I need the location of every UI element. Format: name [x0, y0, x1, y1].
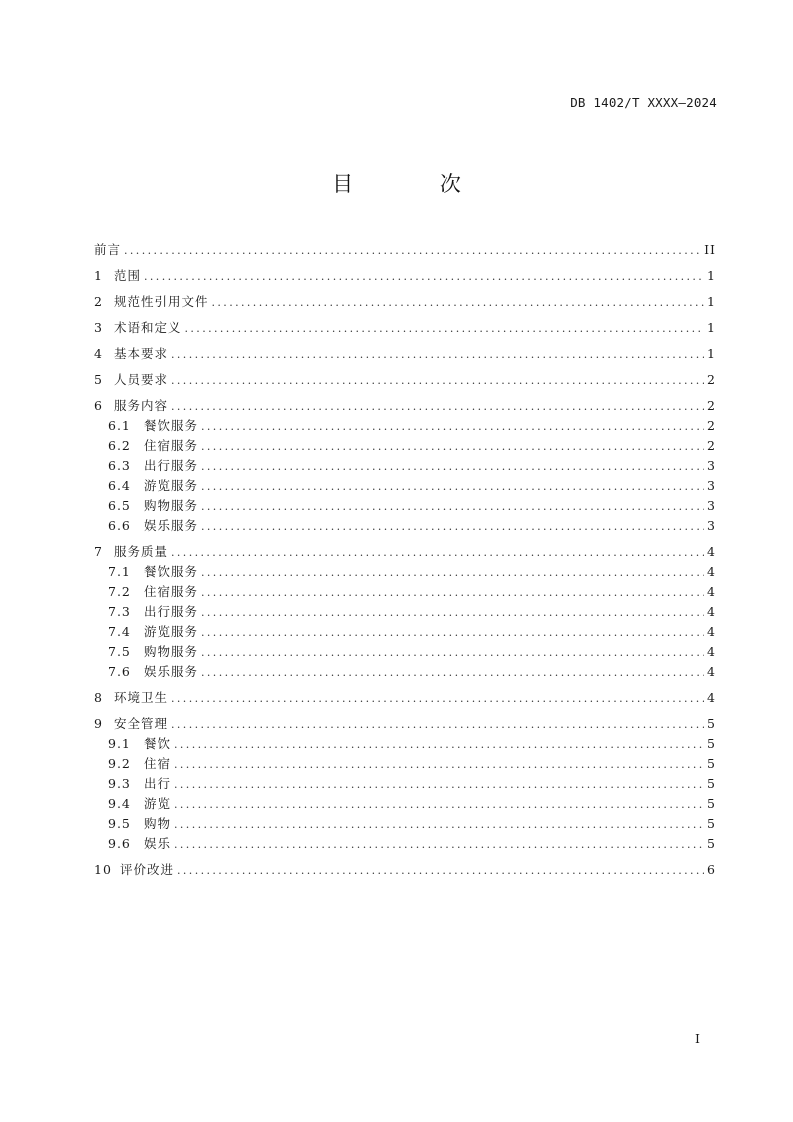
toc-entry-number: 9.3	[108, 776, 131, 791]
toc-entry-label: 购物	[144, 816, 172, 831]
toc-entry-number: 7.4	[108, 624, 131, 639]
toc-entry-page: 5	[707, 756, 716, 771]
toc-entry-page: 3	[707, 478, 716, 493]
toc-entry-label: 购物服务	[144, 498, 199, 513]
toc-subentry[interactable]	[94, 734, 716, 754]
toc-entry-number: 7.6	[108, 664, 131, 679]
dot-leader	[177, 861, 704, 881]
toc-entry-label: 餐饮	[144, 736, 172, 751]
toc-entry-label: 范围	[114, 268, 142, 283]
dot-leader	[201, 663, 704, 683]
toc-entry-number: 9.1	[108, 736, 131, 751]
footer-page-number: I	[695, 1031, 700, 1046]
toc-entry-number: 9	[94, 716, 103, 731]
toc-entry-page: 1	[707, 346, 716, 361]
toc-entry-number: 9.2	[108, 756, 131, 771]
toc-entry[interactable]	[94, 688, 716, 708]
toc-entry-page: 5	[707, 796, 716, 811]
toc-entry-number: 6.1	[108, 418, 131, 433]
toc-entry-label: 服务内容	[114, 398, 169, 413]
toc-subentry[interactable]	[94, 774, 716, 794]
dot-leader	[171, 371, 704, 391]
toc-entry-number: 7	[94, 544, 103, 559]
toc-entry-label: 环境卫生	[114, 690, 169, 705]
toc-subentry[interactable]	[94, 582, 716, 602]
toc-entry-page: 2	[707, 372, 716, 387]
toc-entry-page: 3	[707, 518, 716, 533]
toc-entry[interactable]	[94, 714, 716, 734]
toc-entry[interactable]	[94, 266, 716, 286]
dot-leader	[174, 835, 704, 855]
toc-entry-page: 3	[707, 458, 716, 473]
dot-leader	[212, 293, 705, 313]
dot-leader	[124, 241, 701, 261]
toc-entry-number: 4	[94, 346, 103, 361]
toc-entry-number: 10	[94, 862, 112, 877]
dot-leader	[201, 563, 704, 583]
toc-entry-label: 基本要求	[114, 346, 169, 361]
toc-entry-label: 前言	[94, 242, 122, 257]
toc-entry-page: II	[704, 242, 716, 257]
toc-entry-page: 5	[707, 836, 716, 851]
dot-leader	[201, 517, 704, 537]
toc-entry-page: 4	[707, 690, 716, 705]
toc-entry-page: 1	[707, 294, 716, 309]
toc-entry-label: 娱乐服务	[144, 664, 199, 679]
toc-entry-label: 出行服务	[144, 604, 199, 619]
toc-entry-page: 4	[707, 604, 716, 619]
toc-subentry[interactable]	[94, 754, 716, 774]
document-code: DB 1402/T XXXX—2024	[570, 95, 717, 110]
toc-subentry[interactable]	[94, 662, 716, 682]
dot-leader	[174, 795, 704, 815]
toc-entry-number: 3	[94, 320, 103, 335]
toc-entry-label: 术语和定义	[114, 320, 182, 335]
toc-entry-label: 出行服务	[144, 458, 199, 473]
toc-entry-page: 5	[707, 736, 716, 751]
toc-entry-label: 安全管理	[114, 716, 169, 731]
toc-subentry[interactable]	[94, 834, 716, 854]
toc-subentry[interactable]	[94, 476, 716, 496]
toc-entry-page: 4	[707, 584, 716, 599]
toc-entry-page: 4	[707, 624, 716, 639]
toc-entry-page: 5	[707, 716, 716, 731]
toc-entry-label: 评价改进	[120, 862, 175, 877]
toc-entry-label: 游览服务	[144, 478, 199, 493]
toc-entry[interactable]	[94, 292, 716, 312]
toc-entry-number: 6.5	[108, 498, 131, 513]
toc-entry-page: 2	[707, 418, 716, 433]
dot-leader	[201, 417, 704, 437]
toc-entry-label: 服务质量	[114, 544, 169, 559]
dot-leader	[171, 689, 704, 709]
dot-leader	[174, 735, 704, 755]
toc-entry-label: 人员要求	[114, 372, 169, 387]
toc-subentry[interactable]	[94, 436, 716, 456]
toc-subentry[interactable]	[94, 562, 716, 582]
toc-entry-page: 4	[707, 644, 716, 659]
toc-entry-page: 6	[707, 862, 716, 877]
toc-entry-number: 7.2	[108, 584, 131, 599]
toc-entry-page: 1	[707, 320, 716, 335]
toc-entry[interactable]	[94, 240, 716, 260]
toc-entry[interactable]	[94, 860, 716, 880]
dot-leader	[171, 715, 704, 735]
dot-leader	[201, 457, 704, 477]
toc-subentry[interactable]	[94, 794, 716, 814]
toc-entry-number: 6	[94, 398, 103, 413]
toc-entry-number: 6.3	[108, 458, 131, 473]
toc-entry[interactable]	[94, 396, 716, 416]
toc-subentry[interactable]	[94, 622, 716, 642]
toc-entry-number: 6.4	[108, 478, 131, 493]
toc-subentry[interactable]	[94, 516, 716, 536]
dot-leader	[201, 477, 704, 497]
dot-leader	[201, 437, 704, 457]
toc-entry-page: 5	[707, 776, 716, 791]
toc-entry-page: 4	[707, 564, 716, 579]
toc-entry-number: 2	[94, 294, 103, 309]
toc-entry-page: 5	[707, 816, 716, 831]
toc-entry-label: 餐饮服务	[144, 418, 199, 433]
toc-entry-number: 7.5	[108, 644, 131, 659]
toc-entry-label: 住宿服务	[144, 438, 199, 453]
toc-entry-page: 4	[707, 664, 716, 679]
toc-entry-number: 7.1	[108, 564, 131, 579]
toc-entry-label: 餐饮服务	[144, 564, 199, 579]
toc-subentry[interactable]	[94, 496, 716, 516]
toc-entry-label: 住宿服务	[144, 584, 199, 599]
toc-subentry[interactable]	[94, 416, 716, 436]
toc-entry-label: 娱乐服务	[144, 518, 199, 533]
toc-entry-number: 6.2	[108, 438, 131, 453]
toc-entry-number: 6.6	[108, 518, 131, 533]
toc-entry-label: 出行	[144, 776, 172, 791]
dot-leader	[171, 543, 704, 563]
toc-entry[interactable]	[94, 318, 716, 338]
dot-leader	[174, 755, 704, 775]
toc-subentry[interactable]	[94, 642, 716, 662]
toc-entry[interactable]	[94, 370, 716, 390]
toc-entry-number: 9.6	[108, 836, 131, 851]
dot-leader	[201, 583, 704, 603]
toc-entry-page: 4	[707, 544, 716, 559]
toc-entry-number: 5	[94, 372, 103, 387]
toc-entry-label: 游览服务	[144, 624, 199, 639]
dot-leader	[185, 319, 705, 339]
toc-entry-label: 住宿	[144, 756, 172, 771]
toc-entry-page: 1	[707, 268, 716, 283]
toc-entry-number: 9.4	[108, 796, 131, 811]
toc-title: 目 次	[332, 172, 501, 196]
dot-leader	[174, 815, 704, 835]
toc-subentry[interactable]	[94, 456, 716, 476]
toc-entry-number: 8	[94, 690, 103, 705]
toc-entry-label: 购物服务	[144, 644, 199, 659]
toc-subentry[interactable]	[94, 814, 716, 834]
dot-leader	[144, 267, 704, 287]
toc-entry[interactable]	[94, 344, 716, 364]
dot-leader	[201, 623, 704, 643]
toc-entry-page: 3	[707, 498, 716, 513]
dot-leader	[201, 497, 704, 517]
toc-subentry[interactable]	[94, 602, 716, 622]
toc-entry-page: 2	[707, 398, 716, 413]
toc-entry-label: 游览	[144, 796, 172, 811]
toc-entry-label: 娱乐	[144, 836, 172, 851]
toc-entry[interactable]	[94, 542, 716, 562]
dot-leader	[201, 643, 704, 663]
dot-leader	[174, 775, 704, 795]
dot-leader	[171, 345, 704, 365]
dot-leader	[201, 603, 704, 623]
table-of-contents	[94, 240, 716, 880]
toc-entry-number: 7.3	[108, 604, 131, 619]
toc-entry-number: 9.5	[108, 816, 131, 831]
toc-entry-label: 规范性引用文件	[114, 294, 209, 309]
toc-entry-number: 1	[94, 268, 103, 283]
toc-entry-page: 2	[707, 438, 716, 453]
dot-leader	[171, 397, 704, 417]
